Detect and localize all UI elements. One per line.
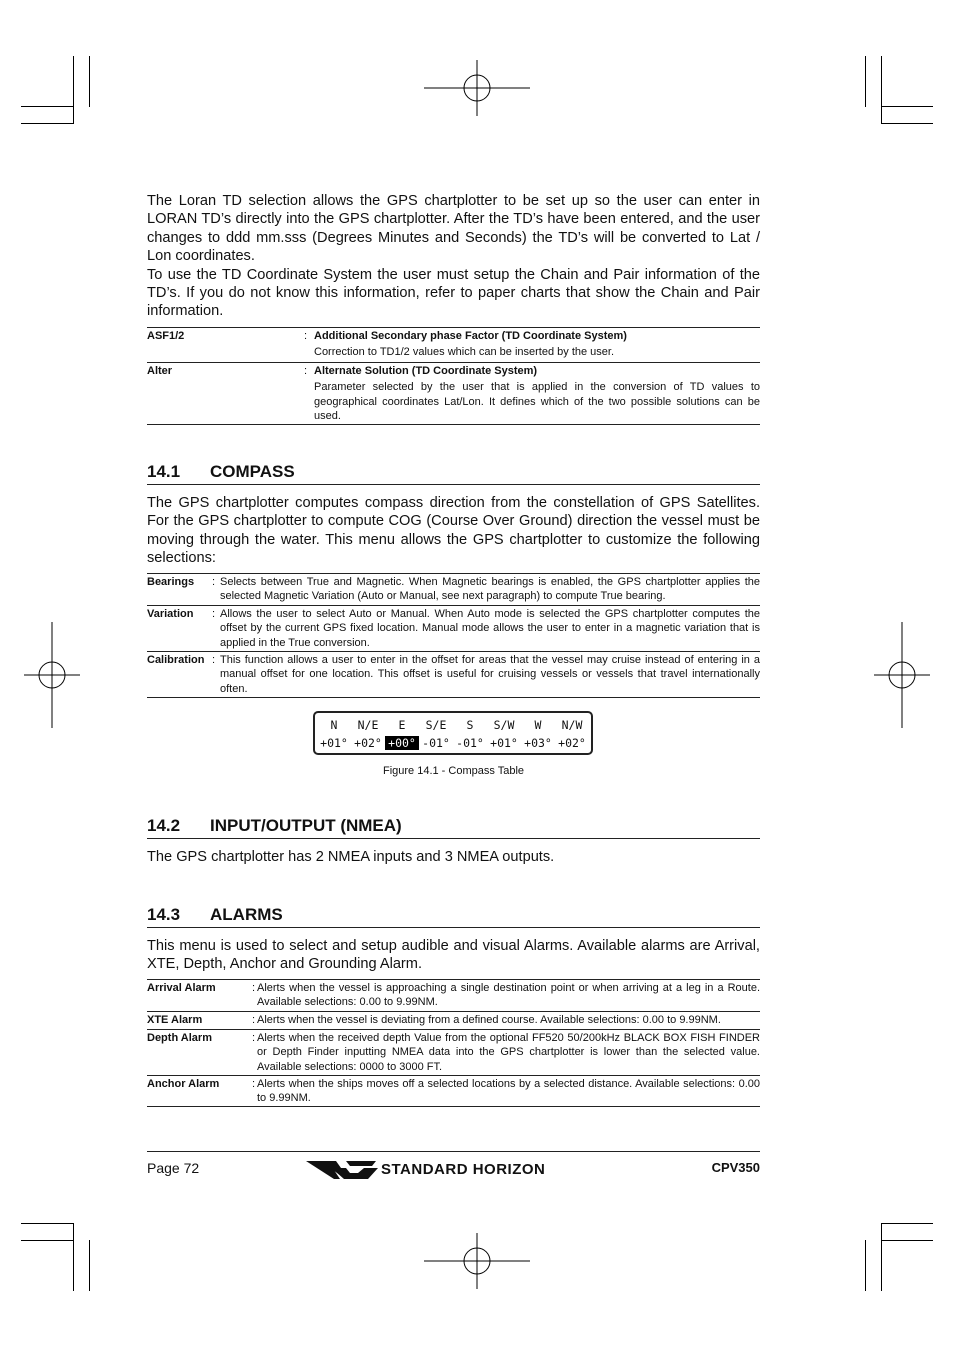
table-rule <box>147 1011 760 1012</box>
crop-mark <box>881 123 933 124</box>
crop-mark <box>881 56 882 123</box>
crop-mark <box>21 1240 74 1241</box>
intro-paragraph: To use the TD Coordinate System the user must setup the Chain and Pair information of the TD’s. If you do not know this information, refer to paper charts that show the Chain and Pair information. <box>147 266 760 320</box>
section-heading-alarms <box>147 905 760 928</box>
section-heading-nmea <box>147 816 760 839</box>
definition-row <box>147 575 760 605</box>
definition-colon: : <box>212 654 216 666</box>
crop-mark <box>881 1223 933 1224</box>
definition-title: Additional Secondary phase Factor (TD Coordinate System) <box>314 330 627 342</box>
definition-colon: : <box>212 608 216 620</box>
nmea-text: The GPS chartplotter has 2 NMEA inputs and 3 NMEA outputs. <box>147 849 555 865</box>
definition-colon: : <box>252 1014 256 1026</box>
crop-mark <box>73 56 74 123</box>
section-title: ALARMS <box>210 905 283 924</box>
definition-colon: : <box>252 982 256 994</box>
definition-row <box>147 1013 760 1029</box>
crop-mark <box>881 1223 882 1291</box>
intro-text <box>147 192 760 321</box>
definition-description <box>314 329 760 360</box>
definition-term: Depth Alarm <box>147 1032 212 1044</box>
crop-mark <box>73 1223 74 1291</box>
crop-mark <box>89 1240 90 1291</box>
crop-mark <box>865 56 866 107</box>
crop-mark <box>89 56 90 107</box>
crop-mark <box>865 1240 866 1291</box>
table-rule <box>147 362 760 363</box>
table-rule <box>147 979 760 980</box>
definition-term: ASF1/2 <box>147 330 185 342</box>
definition-colon: : <box>304 330 308 342</box>
table-rule <box>147 424 760 425</box>
crop-mark <box>21 1223 74 1224</box>
compass-header-cell: S/W <box>493 718 515 732</box>
crop-mark <box>21 106 74 107</box>
section-number: 14.2 <box>147 816 181 835</box>
section-title: INPUT/OUTPUT (NMEA) <box>210 816 402 835</box>
table-rule <box>147 327 760 328</box>
compass-text: The GPS chartplotter computes compass direction from the constellation of GPS Satellites. For the GPS chartplotter to compute COG (Course Over Ground) direction the vessel must be moving through the water. This menu allows the GPS chartplotter to customize the following selections: <box>147 495 760 567</box>
alarms-text: This menu is used to select and setup audible and visual Alarms. Available alarms are Arrival, XTE, Depth, Anchor and Grounding Alarm. <box>147 938 760 973</box>
compass-header-cell: E <box>398 718 406 732</box>
figure-caption: Figure 14.1 - Compass Table <box>382 765 525 777</box>
crop-mark <box>881 1240 933 1241</box>
definition-row <box>147 653 760 697</box>
registration-mark-icon <box>424 1233 530 1289</box>
definition-text: Correction to TD1/2 values which can be inserted by the user. <box>314 346 615 359</box>
definition-row <box>147 981 760 1011</box>
definition-title: Alternate Solution (TD Coordinate System) <box>314 365 538 377</box>
compass-header-cell: N/W <box>561 718 583 732</box>
definition-term: Alter <box>147 365 173 377</box>
table-rule <box>147 1106 760 1107</box>
compass-value-cell: +02° <box>354 736 382 750</box>
definition-text: Selects between True and Magnetic. When Magnetic bearings is enabled, the GPS chartplotter applies the selected Magnetic Variation (Auto or Manual, see next paragraph) to compute True bearing. <box>220 576 760 603</box>
page-number: Page 72 <box>147 1160 200 1176</box>
definition-term: Variation <box>147 608 194 620</box>
compass-table <box>313 711 593 755</box>
definition-colon: : <box>212 576 216 588</box>
definition-text: Alerts when the received depth Value from the optional FF520 50/200kHz BLACK BOX FISH FINDER or Depth Finder inputting NMEA data into the GPS chartplotter is lower than the selected value. Available selections: 0000 to 3000 FT. <box>257 1032 760 1073</box>
section-title: COMPASS <box>210 462 295 481</box>
definition-text: Alerts when the vessel is approaching a single destination point or when arriving at a leg in a Route. Available selections: 0.00 to 9.99NM. <box>257 982 760 1009</box>
footer-rule <box>147 1151 760 1152</box>
definition-description <box>314 364 760 423</box>
compass-value-cell: +03° <box>524 736 552 750</box>
definition-row <box>147 1031 760 1075</box>
definition-text: Allows the user to select Auto or Manual. When Auto mode is selected the GPS chartplotter computes the offset by the current GPS fixed location. Manual mode allows the user to enter in a magnetic variation that is applied in the True conversion. <box>220 608 760 649</box>
compass-header-cell: N <box>330 718 338 732</box>
definition-term: XTE Alarm <box>147 1014 203 1026</box>
compass-value-cell: +01° <box>490 736 518 750</box>
compass-value-cell: +02° <box>558 736 586 750</box>
table-rule <box>147 605 760 606</box>
compass-header-cell: S <box>466 718 474 732</box>
registration-mark-icon <box>424 60 530 116</box>
section-heading-compass <box>147 462 760 485</box>
definition-term: Calibration <box>147 654 205 666</box>
model-name: CPV350 <box>711 1160 760 1175</box>
compass-value-cell: -01° <box>456 736 484 750</box>
definition-colon: : <box>304 365 308 377</box>
table-rule <box>147 573 760 574</box>
definition-term: Anchor Alarm <box>147 1078 220 1090</box>
crop-mark <box>21 123 74 124</box>
definition-term: Bearings <box>147 576 195 588</box>
crop-mark <box>881 106 933 107</box>
definition-text: Alerts when the ships moves off a selected locations by a selected distance. Available selections: 0.00 to 9.99NM. <box>257 1078 760 1105</box>
table-rule <box>147 1075 760 1076</box>
compass-header-cell: N/E <box>357 718 379 732</box>
compass-value-cell: +01° <box>320 736 348 750</box>
table-rule <box>147 1029 760 1030</box>
definition-row <box>147 1077 760 1107</box>
section-number: 14.1 <box>147 462 181 481</box>
definition-text: Parameter selected by the user that is applied in the conversion of TD values to geographical coordinates Lat/Lon. It defines which of the two possible solutions can be used. <box>314 381 760 422</box>
section-number: 14.3 <box>147 905 181 924</box>
compass-header-cell: W <box>534 718 542 732</box>
compass-value-cell: -01° <box>422 736 450 750</box>
brand-name: STANDARD HORIZON <box>381 1161 546 1178</box>
definition-row <box>147 364 760 424</box>
definition-term: Arrival Alarm <box>147 982 216 994</box>
brand-logo-icon <box>306 1158 378 1182</box>
compass-header-cell: S/E <box>425 718 447 732</box>
table-rule <box>147 651 760 652</box>
definition-text: Alerts when the vessel is deviating from a defined course. Available selections: 0.00 to 9.99NM. <box>257 1014 721 1026</box>
definition-colon: : <box>252 1032 256 1044</box>
registration-mark-icon <box>24 622 80 728</box>
compass-value-cell-selected: +00° <box>385 736 419 750</box>
table-rule <box>147 697 760 698</box>
definition-colon: : <box>252 1078 256 1090</box>
definition-row <box>147 329 760 361</box>
intro-paragraph: The Loran TD selection allows the GPS chartplotter to be set up so the user can enter in LORAN TD’s directly into the GPS chartplotter. After the TD’s have been entered, and the user changes to ddd mm.sss (Degrees Minutes and Seconds) the TD’s will be converted to Lat / Lon coordinates. <box>147 193 760 265</box>
definition-row <box>147 607 760 651</box>
registration-mark-icon <box>874 622 930 728</box>
definition-text: This function allows a user to enter in the offset for areas that the vessel may cruise instead of entering in a manual offset for one location. This offset is useful for cruising vessels or vessels that travel internationally often. <box>220 654 760 695</box>
